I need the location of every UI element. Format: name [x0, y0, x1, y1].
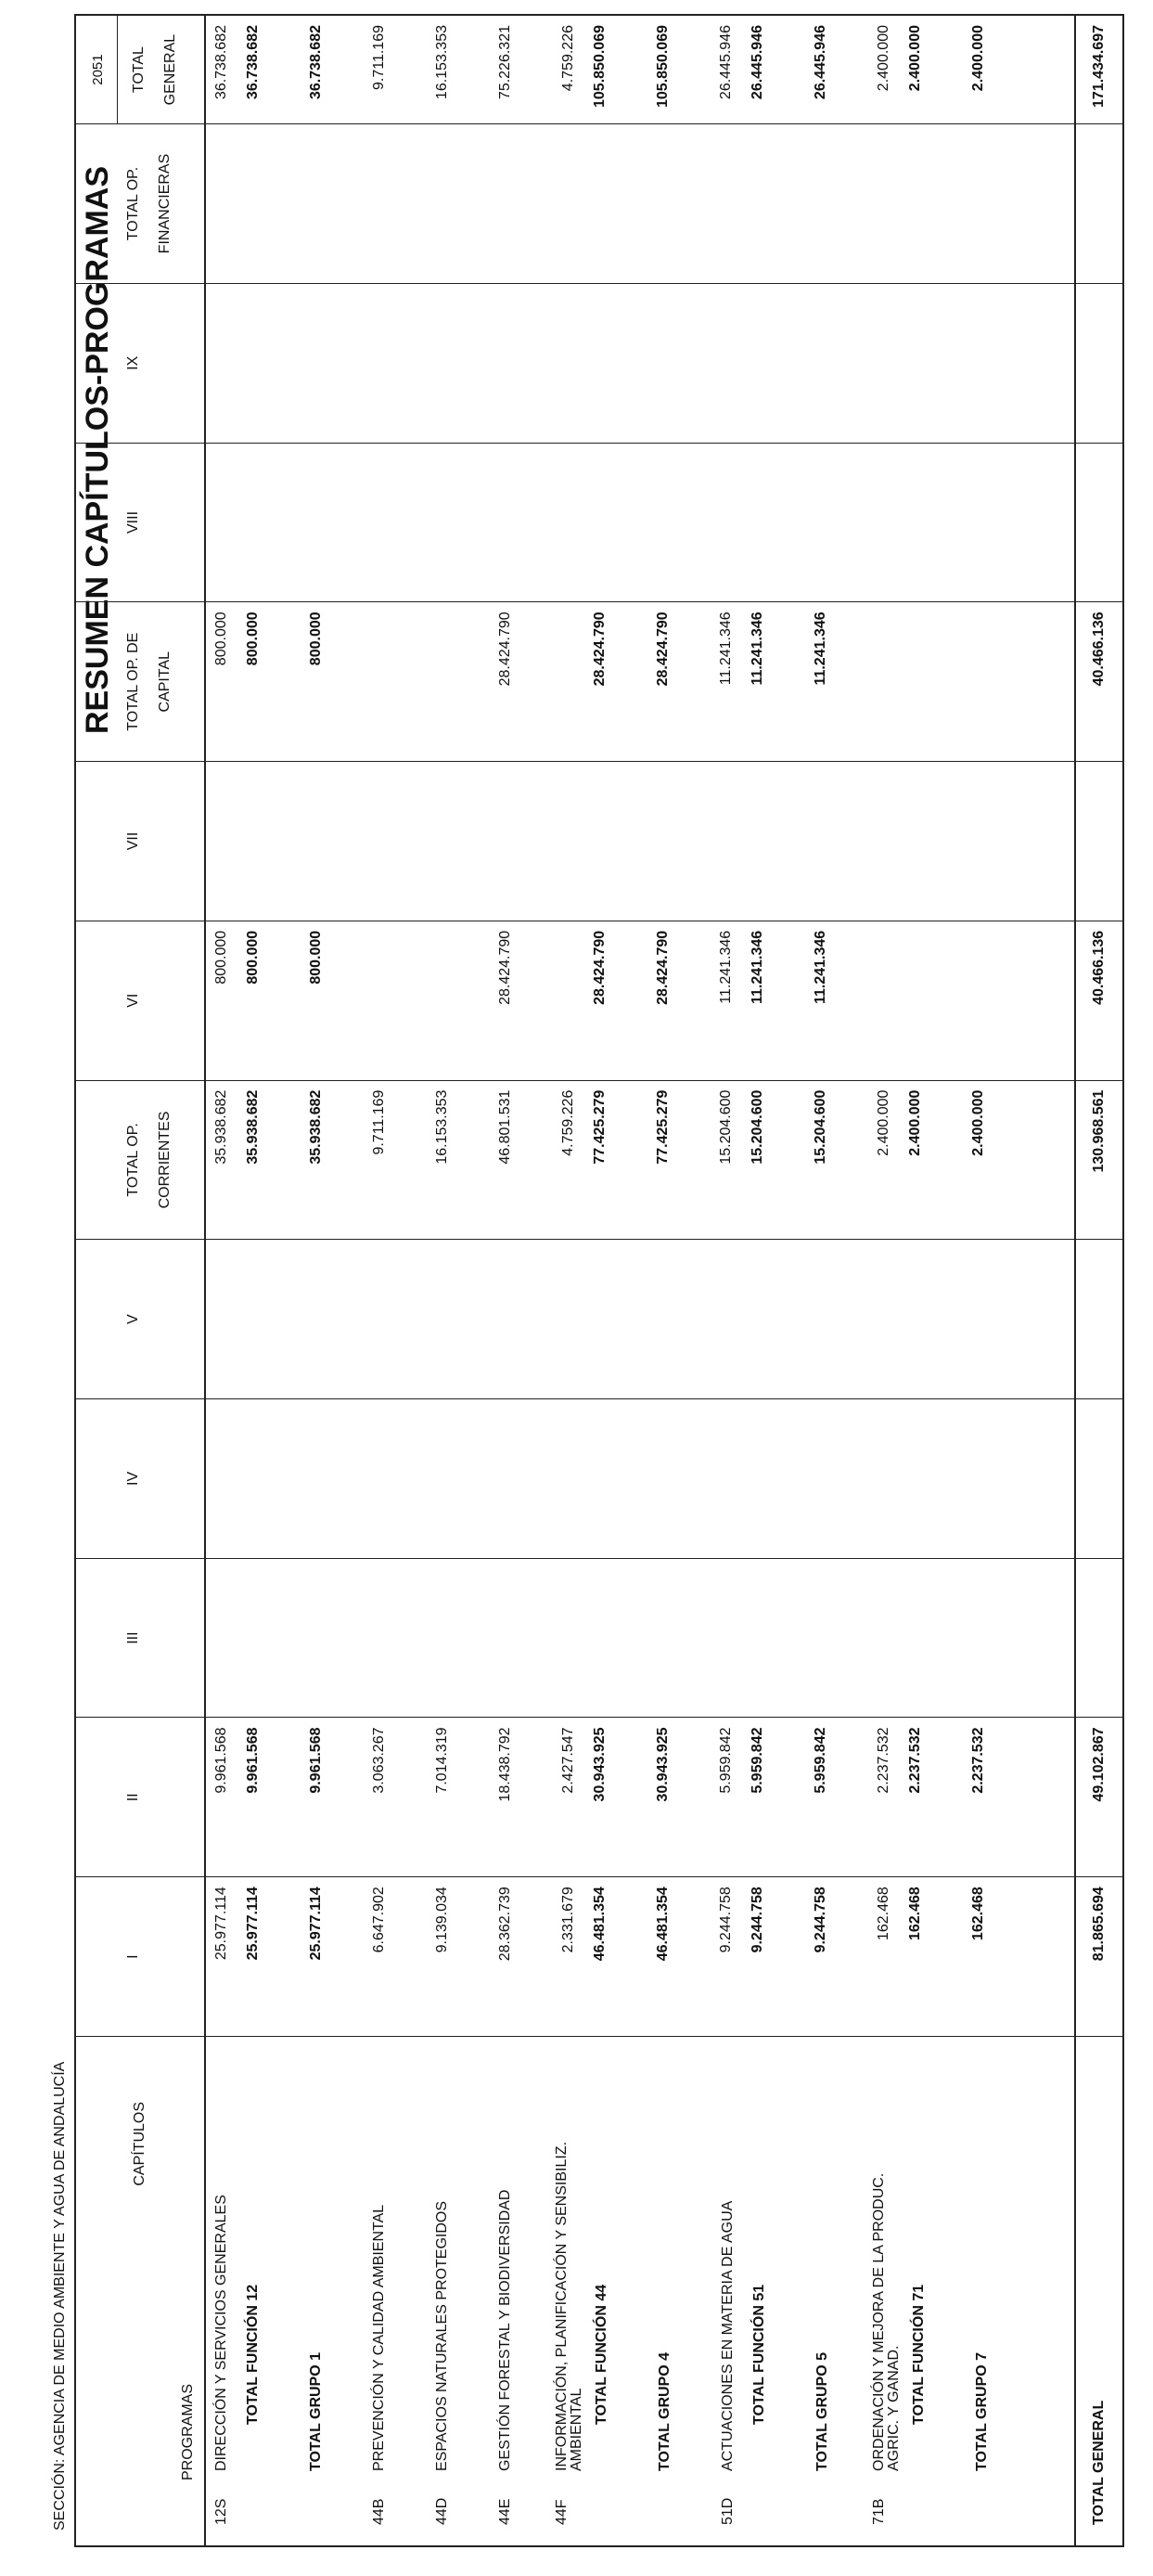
spacer	[521, 1718, 553, 1876]
total-corrientes	[1075, 1080, 1123, 1240]
cell: 9.711.169	[371, 1089, 387, 1155]
spacer	[616, 1081, 647, 1240]
spacer	[837, 1877, 868, 2036]
cell: 2.400.000	[907, 1089, 923, 1156]
cell: 4.759.226	[560, 25, 576, 92]
cell: 36.738.682	[308, 25, 324, 100]
cell: 15.204.600	[813, 1089, 828, 1165]
cell: 28.362.739	[497, 1887, 513, 1962]
cell: 40.466.136	[1091, 930, 1107, 1005]
spacer	[679, 16, 711, 123]
row-44b	[364, 2037, 395, 2545]
cell: 18.438.792	[497, 1727, 513, 1802]
spacer	[269, 2037, 301, 2545]
cell: 26.445.946	[718, 25, 734, 100]
column-vii	[205, 762, 1075, 921]
program-code: 44B	[371, 2498, 387, 2525]
page-title: RESUMEN CAPÍTULOS-PROGRAMAS	[80, 165, 115, 735]
row-total-grupo-7: TOTAL GRUPO 7	[974, 2351, 990, 2471]
cell: 171.434.697	[1091, 25, 1107, 108]
row-12s	[206, 2037, 237, 2545]
cell: 15.204.600	[749, 1089, 765, 1165]
header-toc-line2: CORRIENTES	[157, 1111, 173, 1209]
column-ix	[205, 283, 1075, 443]
header-col-v: V	[75, 1240, 205, 1399]
budget-table-container	[52, 14, 1124, 2547]
cell: 11.241.346	[718, 930, 734, 1004]
program-name-line1: ORDENACIÓN Y MEJORA DE LA PRODUC.	[871, 2172, 887, 2471]
total-i	[1075, 1877, 1123, 2037]
body-row	[205, 15, 1075, 2546]
column-vi	[205, 921, 1075, 1080]
cell: 2.400.000	[970, 25, 986, 92]
header-col-ii: II	[75, 1718, 205, 1877]
cell: 36.738.682	[245, 25, 261, 100]
spacer	[774, 1877, 805, 2036]
header-col-vi: VI	[75, 921, 205, 1080]
program-code: 44D	[434, 2497, 450, 2525]
spacer	[774, 1718, 805, 1876]
cell: 2.400.000	[907, 25, 923, 92]
total-financieras	[1075, 124, 1123, 284]
header-tg-line2: GENERAL	[162, 33, 178, 106]
spacer	[269, 16, 301, 123]
header-toc-line1: TOTAL OP.	[125, 1123, 141, 1197]
header-row	[75, 15, 205, 2546]
row-total-funcion-12: TOTAL FUNCIÓN 12	[245, 2284, 261, 2425]
budget-table	[52, 14, 1124, 2547]
cell: 46.481.354	[655, 1887, 671, 1962]
spacer	[332, 1081, 364, 1240]
row-44d	[427, 2037, 458, 2545]
cell: 9.961.568	[213, 1727, 229, 1794]
spacer	[332, 1718, 364, 1876]
spacer	[269, 1081, 301, 1240]
header-tof-line2: FINANCIERAS	[157, 153, 173, 254]
cell: 4.759.226	[560, 1089, 576, 1156]
programas-column	[205, 2036, 1075, 2546]
row-total-funcion-44: TOTAL FUNCIÓN 44	[594, 2284, 609, 2425]
total-general-row	[1075, 15, 1123, 2546]
program-code: 71B	[871, 2498, 887, 2525]
spacer	[395, 921, 427, 1080]
column-total-corrientes	[205, 1080, 1075, 1240]
spacer	[931, 1877, 963, 2036]
header-col-ix: IX	[75, 283, 205, 443]
spacer	[269, 1718, 301, 1876]
spacer	[521, 1877, 553, 2036]
cell: 28.424.790	[655, 612, 671, 687]
spacer	[774, 16, 805, 123]
spacer	[395, 602, 427, 761]
cell: 800.000	[245, 612, 261, 666]
program-name: ESPACIOS NATURALES PROTEGIDOS	[434, 2200, 450, 2471]
program-name: PREVENCIÓN Y CALIDAD AMBIENTAL	[371, 2204, 387, 2471]
total-vii	[1075, 762, 1123, 921]
cell: 35.938.682	[213, 1089, 229, 1165]
spacer	[427, 921, 458, 1080]
cell: 6.647.902	[371, 1887, 387, 1953]
header-programas-cell	[52, 2036, 205, 2546]
cell: 9.244.758	[749, 1887, 765, 1953]
cell: 2.400.000	[970, 1089, 986, 1156]
cell: 49.102.867	[1091, 1727, 1107, 1802]
cell: 81.865.694	[1091, 1887, 1107, 1962]
cell: 11.241.346	[718, 612, 734, 686]
header-col-i: I	[75, 1877, 205, 2037]
cell: 11.241.346	[749, 612, 765, 686]
seccion-label: SECCIÓN: AGENCIA DE MEDIO AMBIENTE Y AGUA DE ANDALUCÍA	[52, 2061, 68, 2531]
cell: 35.938.682	[308, 1089, 324, 1165]
cell: 162.468	[970, 1887, 986, 1941]
cell: 2.237.532	[876, 1727, 891, 1794]
cell: 11.241.346	[813, 930, 828, 1005]
row-total-funcion-51: TOTAL FUNCIÓN 51	[751, 2284, 767, 2425]
cell: 9.244.758	[813, 1887, 828, 1953]
total-vi	[1075, 921, 1123, 1080]
spacer	[837, 1718, 868, 1876]
total-ii	[1075, 1718, 1123, 1877]
cell: 9.139.034	[434, 1887, 450, 1953]
cell: 16.153.353	[434, 1089, 450, 1165]
cell: 30.943.925	[655, 1727, 671, 1802]
total-iii	[1075, 1558, 1123, 1718]
cell: 26.445.946	[813, 25, 828, 100]
column-iv	[205, 1399, 1075, 1559]
cell: 28.424.790	[655, 930, 671, 1005]
cell: 5.959.842	[718, 1727, 734, 1794]
header-col-total-corrientes	[75, 1080, 205, 1240]
cell: 2.400.000	[876, 25, 891, 92]
cell: 77.425.279	[592, 1089, 608, 1165]
spacer	[679, 1877, 711, 2036]
spacer	[616, 602, 647, 761]
spacer	[521, 921, 553, 1080]
header-col-vii: VII	[75, 762, 205, 921]
cell: 162.468	[907, 1887, 923, 1941]
spacer	[681, 2037, 712, 2545]
column-total-financieras	[205, 124, 1075, 284]
spacer	[395, 1718, 427, 1876]
cell: 35.938.682	[245, 1089, 261, 1165]
total-capital	[1075, 602, 1123, 762]
header-col-total-general	[75, 15, 205, 124]
spacer	[679, 602, 711, 761]
cell: 46.481.354	[592, 1887, 608, 1962]
program-name-line2: AMBIENTAL	[569, 2388, 584, 2471]
total-general-value	[1075, 15, 1123, 124]
spacer	[332, 1877, 364, 2036]
header-tok-line2: CAPITAL	[157, 650, 173, 713]
spacer	[458, 2037, 490, 2545]
cell: 2.427.547	[560, 1727, 576, 1794]
cell: 28.424.790	[497, 930, 513, 1005]
cell: 40.466.136	[1091, 612, 1107, 687]
column-ii	[205, 1718, 1075, 1877]
spacer	[364, 602, 395, 761]
program-name: DIRECCIÓN Y SERVICIOS GENERALES	[213, 2195, 229, 2471]
spacer	[616, 1718, 647, 1876]
cell: 2.237.532	[907, 1727, 923, 1794]
spacer	[775, 2037, 807, 2545]
spacer	[774, 602, 805, 761]
spacer	[269, 921, 301, 1080]
row-total-grupo-5: TOTAL GRUPO 5	[814, 2351, 830, 2471]
cell: 30.943.925	[592, 1727, 608, 1802]
cell: 105.850.069	[592, 25, 608, 108]
cell: 28.424.790	[592, 612, 608, 687]
column-v	[205, 1240, 1075, 1399]
spacer	[931, 1718, 963, 1876]
header-tok-line1: TOTAL OP. DE	[125, 632, 141, 731]
spacer	[521, 1081, 553, 1240]
cell: 2.237.532	[970, 1727, 986, 1794]
column-total-capital	[205, 602, 1075, 762]
cell: 11.241.346	[813, 612, 828, 686]
spacer	[935, 2037, 967, 2545]
spacer	[521, 2037, 553, 2545]
column-total-general	[205, 15, 1075, 124]
cell: 46.801.531	[497, 1089, 513, 1165]
row-total-grupo-1: TOTAL GRUPO 1	[308, 2351, 324, 2471]
cell: 28.424.790	[592, 930, 608, 1005]
spacer	[837, 16, 868, 123]
cell: 800.000	[213, 612, 229, 666]
total-v	[1075, 1240, 1123, 1399]
spacer	[521, 16, 553, 123]
program-code: 44E	[497, 2498, 513, 2525]
spacer	[332, 602, 364, 761]
spacer	[553, 602, 584, 761]
program-name	[872, 2173, 902, 2471]
cell: 11.241.346	[749, 930, 765, 1005]
header-tg-line1: TOTAL	[131, 46, 147, 94]
spacer	[332, 2037, 364, 2545]
header-col-viii: VIII	[75, 443, 205, 602]
spacer	[269, 1877, 301, 2036]
cell: 77.425.279	[655, 1089, 671, 1165]
spacer	[616, 921, 647, 1080]
cell: 9.961.568	[308, 1727, 324, 1794]
spacer	[679, 1081, 711, 1240]
spacer	[269, 602, 301, 761]
spacer	[332, 921, 364, 1080]
cell: 9.711.169	[371, 25, 387, 90]
spacer	[458, 921, 490, 1080]
row-total-funcion-71: TOTAL FUNCIÓN 71	[911, 2284, 927, 2425]
spacer	[839, 2037, 870, 2545]
column-iii	[205, 1558, 1075, 1718]
spacer	[931, 1081, 963, 1240]
spacer	[458, 1718, 490, 1876]
program-name: ACTUACIONES EN MATERIA DE AGUA	[720, 2200, 736, 2471]
program-code: 51D	[720, 2497, 736, 2525]
spacer	[679, 1718, 711, 1876]
spacer	[395, 2037, 427, 2545]
cell: 9.244.758	[718, 1887, 734, 1953]
total-iv	[1075, 1399, 1123, 1559]
column-viii	[205, 443, 1075, 602]
cell: 15.204.600	[718, 1089, 734, 1165]
header-col-total-capital	[75, 602, 205, 762]
program-name-line2: AGRIC. Y GANAD.	[886, 2345, 902, 2471]
total-general-label: TOTAL GENERAL	[1075, 2036, 1123, 2546]
cell: 800.000	[308, 930, 324, 985]
header-tof-line1: TOTAL OP.	[125, 166, 141, 241]
row-44e	[490, 2037, 521, 2545]
total-viii	[1075, 443, 1123, 602]
spacer	[679, 921, 711, 1080]
spacer	[837, 1081, 868, 1240]
cell: 800.000	[308, 612, 324, 666]
program-code: 44F	[554, 2499, 570, 2525]
row-44f	[553, 2037, 586, 2545]
program-name: GESTIÓN FORESTAL Y BIODIVERSIDAD	[497, 2189, 513, 2471]
cell: 162.468	[876, 1887, 891, 1941]
spacer	[458, 1877, 490, 2036]
spacer	[427, 602, 458, 761]
spacer	[618, 2037, 649, 2545]
cell: 28.424.790	[497, 612, 513, 687]
cell: 25.977.114	[308, 1887, 324, 1961]
cell: 16.153.353	[434, 25, 450, 100]
cell: 2.331.679	[560, 1887, 576, 1953]
row-71b	[870, 2037, 903, 2545]
cell: 3.063.267	[371, 1727, 387, 1794]
cell: 36.738.682	[213, 25, 229, 100]
cell: 75.226.321	[497, 25, 513, 100]
cell: 5.959.842	[749, 1727, 765, 1794]
header-col-iii: III	[75, 1558, 205, 1718]
cell: 130.968.561	[1091, 1089, 1107, 1173]
cell: 7.014.319	[434, 1727, 450, 1794]
spacer	[521, 602, 553, 761]
header-col-total-financieras	[75, 124, 205, 284]
spacer	[458, 16, 490, 123]
row-total-grupo-4: TOTAL GRUPO 4	[657, 2351, 673, 2471]
program-code: 12S	[213, 2498, 229, 2525]
spacer	[774, 921, 805, 1080]
cell: 105.850.069	[655, 25, 671, 108]
spacer	[395, 16, 427, 123]
program-name	[555, 2142, 584, 2471]
spacer	[332, 16, 364, 123]
spacer	[458, 1081, 490, 1240]
spacer	[553, 921, 584, 1080]
row-51d	[712, 2037, 744, 2545]
spacer	[931, 16, 963, 123]
spacer	[395, 1081, 427, 1240]
column-i	[205, 1877, 1075, 2037]
cell: 25.977.114	[213, 1887, 229, 1961]
spacer	[395, 1877, 427, 2036]
program-name-line1: INFORMACIÓN, PLANIFICACIÓN Y SENSIBILIZ.	[554, 2141, 570, 2471]
cell: 26.445.946	[749, 25, 765, 100]
cell: 800.000	[213, 930, 229, 985]
spacer	[774, 1081, 805, 1240]
header-col-iv: IV	[75, 1399, 205, 1559]
cell: 5.959.842	[813, 1727, 828, 1794]
spacer	[458, 602, 490, 761]
cell: 9.961.568	[245, 1727, 261, 1794]
cell: 25.977.114	[245, 1887, 261, 1961]
spacer	[616, 16, 647, 123]
section-code: 2051	[76, 16, 118, 123]
header-capitulos: CAPÍTULOS	[132, 2101, 147, 2186]
cell: 2.400.000	[876, 1089, 891, 1156]
cell: 800.000	[245, 930, 261, 985]
spacer	[616, 1877, 647, 2036]
header-programas: PROGRAMAS	[180, 2383, 196, 2480]
spacer	[364, 921, 395, 1080]
total-ix	[1075, 283, 1123, 443]
